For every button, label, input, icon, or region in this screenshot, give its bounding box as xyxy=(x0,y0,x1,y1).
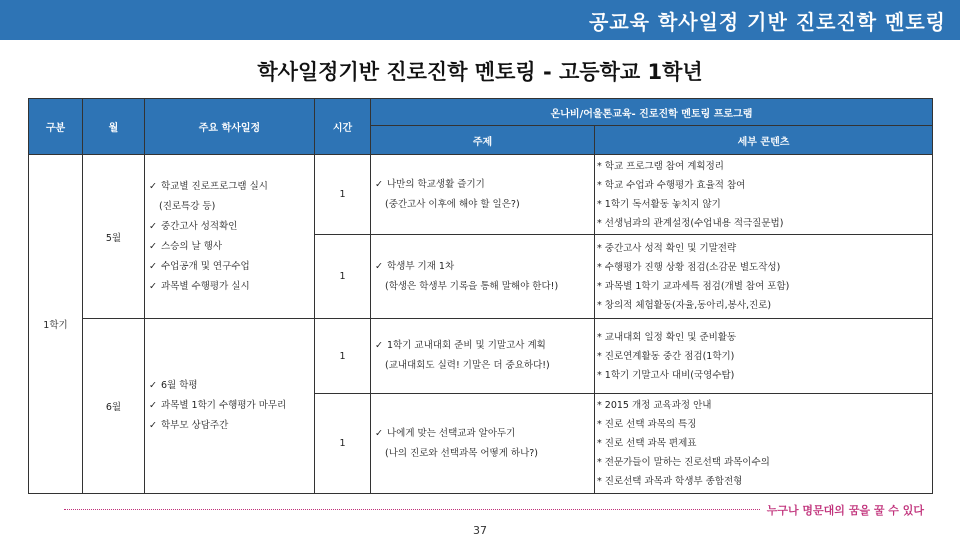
topic-subtitle: (중간고사 이후에 해야 할 일은?) xyxy=(385,198,520,210)
check-icon: ✓ xyxy=(149,280,157,292)
header-content: 세부 콘텐츠 xyxy=(595,126,933,155)
header-topic: 주제 xyxy=(371,126,595,155)
schedule-table xyxy=(28,98,933,494)
check-icon: ✓ xyxy=(149,420,157,431)
detail-item: * 학교 수업과 수행평가 효율적 참여 xyxy=(597,179,746,191)
check-icon: ✓ xyxy=(149,180,157,192)
detail-cell xyxy=(595,394,933,494)
topic-title: ✓ 나만의 학교생활 즐기기 xyxy=(375,175,594,195)
footer-divider xyxy=(64,509,760,510)
schedule-item: ✓ 스승의 날 행사 xyxy=(149,237,314,257)
semester-cell: 1학기 xyxy=(29,155,83,494)
check-icon: ✓ xyxy=(375,178,383,190)
detail-item: * 진로선택 과목과 학생부 종합전형 xyxy=(597,476,743,487)
topic-subtitle: (나의 진로와 선택과목 어떻게 하나?) xyxy=(385,447,539,459)
time-cell: 1 xyxy=(315,235,371,319)
topic-cell xyxy=(371,319,595,394)
header-category: 구분 xyxy=(29,99,83,155)
check-icon: ✓ xyxy=(149,380,157,391)
check-icon: ✓ xyxy=(149,260,157,272)
check-icon: ✓ xyxy=(149,220,157,232)
schedule-item: ✓ 학교별 진로프로그램 실시 xyxy=(149,177,314,197)
check-icon: ✓ xyxy=(375,340,383,351)
topic-title: ✓ 1학기 교내대회 준비 및 기말고사 계획 xyxy=(375,336,594,356)
detail-item: * 교내대회 일정 확인 및 준비활동 xyxy=(597,331,737,343)
detail-item: * 창의적 체험활동(자율,동아리,봉사,진로) xyxy=(597,299,772,311)
page-title: 학사일정기반 진로진학 멘토링 - 고등학교 1학년 xyxy=(257,60,703,84)
check-icon: ✓ xyxy=(375,260,383,272)
table-row xyxy=(29,319,933,394)
detail-item: * 선생님과의 관계설정(수업내용 적극질문법) xyxy=(597,217,784,229)
detail-cell xyxy=(595,155,933,235)
detail-item: * 진로연계활동 중간 점검(1학기) xyxy=(597,350,735,362)
schedule-item: ✓ 6월 학평 xyxy=(149,376,314,396)
detail-item: * 1학기 기말고사 대비(국영수탐) xyxy=(597,369,735,381)
header-schedule: 주요 학사일정 xyxy=(145,99,315,155)
detail-cell xyxy=(595,235,933,319)
topic-cell xyxy=(371,155,595,235)
topic-title: ✓ 나에게 맞는 선택교과 알아두기 xyxy=(375,424,594,444)
table-row xyxy=(29,155,933,235)
detail-item: * 진로 선택 과목 편제표 xyxy=(597,438,697,449)
time-cell: 1 xyxy=(315,155,371,235)
banner-title: 공교육 학사일정 기반 진로진학 멘토링 xyxy=(589,10,946,34)
header-time: 시간 xyxy=(315,99,371,155)
topic-cell xyxy=(371,235,595,319)
month-cell: 5월 xyxy=(83,155,145,319)
schedule-item: (진로특강 등) xyxy=(159,200,216,212)
detail-item: * 2015 개정 교육과정 안내 xyxy=(597,400,712,411)
header-program: 온나비/어울톤교육- 진로진학 멘토링 프로그램 xyxy=(371,99,933,126)
check-icon: ✓ xyxy=(149,400,157,411)
month-cell: 6월 xyxy=(83,319,145,494)
time-cell: 1 xyxy=(315,394,371,494)
check-icon: ✓ xyxy=(375,427,383,439)
detail-item: * 중간고사 성적 확인 및 기말전략 xyxy=(597,242,737,254)
footer-slogan: 누구나 명문대의 꿈을 꿀 수 있다 xyxy=(766,504,924,517)
time-cell: 1 xyxy=(315,319,371,394)
schedule-item: ✓ 과목별 수행평가 실시 xyxy=(149,277,314,297)
schedule-cell xyxy=(145,319,315,494)
topic-title: ✓ 학생부 기재 1차 xyxy=(375,257,594,277)
check-icon: ✓ xyxy=(149,240,157,252)
topic-subtitle: (교내대회도 실력! 기말은 더 중요하다!) xyxy=(385,360,550,371)
detail-item: * 진로 선택 과목의 특징 xyxy=(597,419,697,430)
top-banner xyxy=(0,0,960,40)
header-month: 월 xyxy=(83,99,145,155)
detail-item: * 과목별 1학기 교과세특 점검(개별 참여 포함) xyxy=(597,280,790,292)
schedule-item: ✓ 중간고사 성적확인 xyxy=(149,217,314,237)
detail-item: * 1학기 독서활동 놓치지 않기 xyxy=(597,198,721,210)
topic-cell xyxy=(371,394,595,494)
detail-item: * 전문가들이 말하는 진로선택 과목이수의 xyxy=(597,457,770,468)
detail-cell xyxy=(595,319,933,394)
page-number: 37 xyxy=(473,524,487,537)
schedule-item: ✓ 학부모 상담주간 xyxy=(149,416,314,436)
schedule-item: ✓ 수업공개 및 연구수업 xyxy=(149,257,314,277)
detail-item: * 수행평가 진행 상황 점검(소감문 별도작성) xyxy=(597,261,781,273)
schedule-cell xyxy=(145,155,315,319)
schedule-item: ✓ 과목별 1학기 수행평가 마무리 xyxy=(149,396,314,416)
detail-item: * 학교 프로그램 참여 계획정리 xyxy=(597,160,724,172)
topic-subtitle: (학생은 학생부 기록을 통해 말해야 한다!) xyxy=(385,280,559,292)
